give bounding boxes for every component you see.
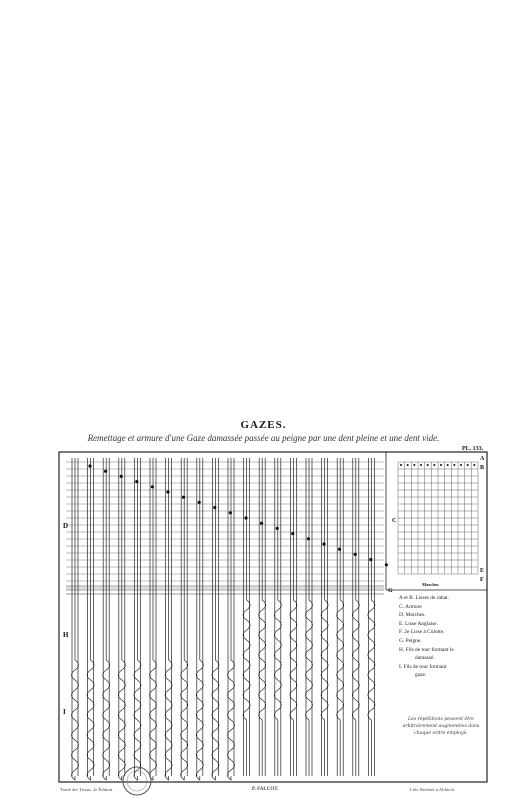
warp-thread [118,458,125,780]
legend-item: F. 2e Lisse à Culotte. [399,629,445,636]
warp-thread [103,458,110,780]
legend-item: A et B. Lisses de rabat. [399,595,449,601]
tie-dot [291,532,294,535]
warp-thread [72,458,79,780]
grid-dot [433,464,435,466]
warp-thread [352,458,359,776]
svg-text:✦: ✦ [135,779,139,784]
weft-lines [66,462,384,594]
tie-dot [322,542,325,545]
grid-dot [420,464,422,466]
grid-dot [407,464,409,466]
legend-item: gaze. [415,672,427,679]
tie-dot [307,537,310,540]
tie-dot [244,516,247,519]
plate-title: GAZES. [240,419,287,431]
tie-dot [88,464,91,467]
warp-thread [321,458,328,776]
legend-item: H. Fils de tour formant le [399,646,454,653]
warp-thread [368,458,375,776]
label-e: E [480,568,485,574]
tie-dot [182,496,185,499]
grid-dot [427,464,429,466]
tie-dot [385,563,388,566]
legend-item: C. Armure [399,603,422,610]
tie-dot [354,553,357,556]
warp-thread [134,458,141,780]
tie-dot [135,480,138,483]
label-f: F [480,577,484,583]
grid-dot [447,464,449,466]
label-c: C [392,518,397,524]
legend-item: I. Fils de tour formant [399,663,447,670]
tie-dot [166,490,169,493]
tie-dot [213,506,216,509]
warp-thread [87,458,94,780]
warp-thread [274,458,281,776]
tie-dot [260,522,263,525]
plate-subtitle: Remettage et armure d'une Gaze damassée passée au peigne par une dent pleine et une dent vide. [87,433,440,443]
label-b: B [480,465,485,471]
tie-dot [120,475,123,478]
grid-dot [440,464,442,466]
legend [399,594,477,680]
warp-thread [165,458,172,780]
warp-thread [243,458,250,776]
grid-dot [413,464,415,466]
grid-dot [460,464,462,466]
plate-number: PL. 133. [462,446,484,452]
legend-item: damassé. [415,655,435,662]
footer-left: Traité des Tissus, 2e Édition. [60,787,114,792]
label-h: H [63,631,69,639]
label-g: G [388,588,393,594]
legend-note: Les répétitions peuvent être arbitrairement augmentées dans chaque ordre employé. [402,717,480,736]
warp-thread [228,458,235,780]
warp-thread [259,458,266,776]
warp-threads [72,458,375,780]
legend-item: D. Marches. [399,612,426,619]
legend-item: E. Lisse Anglaise. [399,620,438,627]
grid-dot [473,464,475,466]
warp-thread [181,458,188,780]
warp-thread [337,458,344,776]
grid-dot [467,464,469,466]
warp-thread [196,458,203,780]
armure-grid [398,462,478,574]
tie-dot [369,558,372,561]
tie-dot [151,485,154,488]
footer-author: P. FALCOT. [252,787,279,792]
legend-item: G. Peigne. [399,637,422,644]
tie-dot [276,527,279,530]
label-marches: Marches [422,582,439,587]
footer-right: Lith. Boehrer à Altkirch. [410,787,456,792]
tie-dot [198,501,201,504]
tie-dot [338,548,341,551]
grid-dot [453,464,455,466]
label-a: A [480,456,485,462]
grid-dot [400,464,402,466]
tie-dot [104,470,107,473]
warp-thread [306,458,313,776]
warp-thread [150,458,157,780]
label-d: D [63,522,69,530]
tie-dot [229,511,232,514]
warp-thread [290,458,297,776]
library-stamp [120,764,154,798]
label-i: I [63,708,66,716]
